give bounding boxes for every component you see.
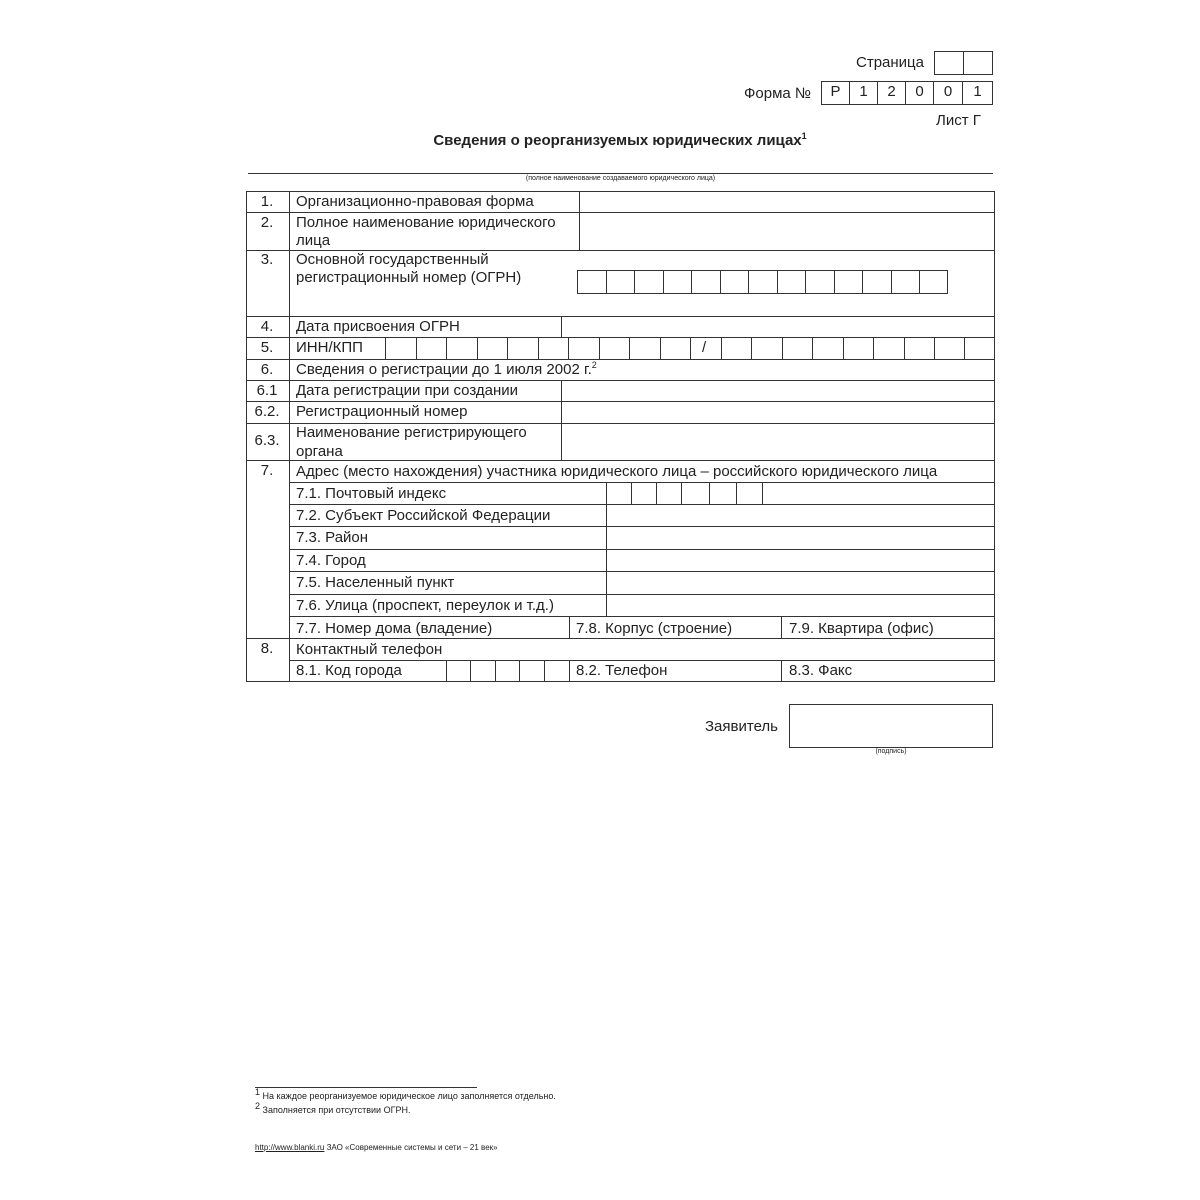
page-number-cell-1[interactable] — [934, 51, 964, 75]
row-label: 7.7. Номер дома (владение) — [296, 620, 493, 637]
row-number: 1. — [260, 193, 274, 210]
row-label: органа — [296, 443, 343, 460]
ogrn-digit-cell[interactable] — [891, 270, 921, 294]
form-code-cell: 0 — [933, 81, 963, 105]
column-divider — [781, 660, 782, 682]
row-label: Наименование регистрирующего — [296, 424, 527, 441]
ogrn-digit-cell[interactable] — [862, 270, 892, 294]
row-number: 5. — [260, 339, 274, 356]
row-label: Контактный телефон — [296, 641, 443, 658]
inn-kpp-separator: / — [702, 339, 707, 356]
row-label: 7.3. Район — [296, 529, 369, 546]
ogrn-digit-cell[interactable] — [663, 270, 693, 294]
row-number: 6. — [260, 361, 274, 378]
row-label: Организационно-правовая форма — [296, 193, 534, 210]
full-name-field[interactable] — [580, 213, 994, 249]
registering-authority-field[interactable] — [562, 424, 994, 460]
row-label: Основной государственный — [296, 251, 489, 268]
form-code-cell: 2 — [877, 81, 906, 105]
settlement-field[interactable] — [607, 572, 994, 594]
row-line — [289, 660, 995, 661]
ogrn-digit-cell[interactable] — [919, 270, 948, 294]
footnote-1: $^1$ На каждое реорганизуемое юридическое лицо заполняется отдельно. — [255, 1087, 556, 1101]
ogrn-digit-cell[interactable] — [691, 270, 721, 294]
row-number: 8. — [260, 640, 274, 657]
row-label: 7.9. Квартира (офис) — [789, 620, 934, 637]
form-title: Сведения о реорганизуемых юридических лицах$^1$ — [433, 131, 807, 149]
row-number: 7. — [260, 462, 274, 479]
row-label: 8.1. Код города — [296, 662, 402, 679]
row-label: Полное наименование юридического — [296, 214, 556, 231]
form-code-cell: 0 — [905, 81, 934, 105]
form-code-cell: Р — [821, 81, 850, 105]
ogrn-digit-cell[interactable] — [606, 270, 636, 294]
form-number-label: Форма № — [744, 85, 812, 102]
applicant-label: Заявитель — [705, 718, 778, 735]
row-number: 6.2. — [254, 403, 280, 420]
ogrn-digit-cell[interactable] — [748, 270, 778, 294]
row-label: 7.1. Почтовый индекс — [296, 485, 447, 502]
district-field[interactable] — [607, 527, 994, 549]
legal-form-field[interactable] — [580, 192, 994, 212]
column-divider — [781, 616, 782, 638]
ogrn-digit-cell[interactable] — [720, 270, 750, 294]
postal-index-field[interactable] — [607, 483, 763, 504]
page-number-cell-2[interactable] — [963, 51, 993, 75]
ogrn-digit-cell[interactable] — [777, 270, 807, 294]
row-label: Дата регистрации при создании — [296, 382, 519, 399]
footer-link[interactable]: http://www.blanki.ru — [255, 1143, 325, 1152]
row-label: Адрес (место нахождения) участника юридического лица – российского юридического лица — [296, 463, 938, 480]
column-divider — [569, 616, 570, 638]
row-number: 3. — [260, 251, 274, 268]
row-number: 6.3. — [254, 432, 280, 449]
signature-box[interactable] — [789, 704, 993, 748]
row-number: 4. — [260, 318, 274, 335]
row-label: 7.2. Субъект Российской Федерации — [296, 507, 551, 524]
row-line — [246, 359, 995, 360]
ogrn-cells[interactable] — [577, 270, 948, 294]
ogrn-date-field[interactable] — [562, 317, 994, 337]
table-divider — [289, 191, 290, 682]
row-label: 7.5. Населенный пункт — [296, 574, 455, 591]
row-label: 8.3. Факс — [789, 662, 853, 679]
page-label: Страница — [856, 54, 924, 71]
footnote-rule — [255, 1087, 477, 1088]
street-field[interactable] — [607, 595, 994, 616]
signature-caption: (подпись) — [875, 748, 907, 755]
row-label: ИНН/КПП — [296, 339, 363, 356]
city-field[interactable] — [607, 550, 994, 571]
inn-kpp-field[interactable] — [386, 338, 994, 359]
footnote-2: $^2$ Заполняется при отсутствии ОГРН. — [255, 1101, 411, 1115]
ogrn-digit-cell[interactable] — [577, 270, 607, 294]
form-code-cell: 1 — [962, 81, 993, 105]
row-label: лица — [296, 232, 331, 249]
row-number: 6.1 — [256, 382, 278, 399]
row-number: 2. — [260, 214, 274, 231]
row-label: 7.8. Корпус (строение) — [576, 620, 733, 637]
entity-name-line[interactable] — [248, 173, 993, 174]
row-label: регистрационный номер (ОГРН) — [296, 269, 522, 286]
form-code-cell: 1 — [849, 81, 878, 105]
row-label: 7.4. Город — [296, 552, 366, 569]
column-divider — [569, 660, 570, 682]
row-line — [289, 616, 995, 617]
registration-date-field[interactable] — [562, 381, 994, 401]
row-label: Сведения о регистрации до 1 июля 2002 г.$^2$ — [296, 360, 597, 378]
registration-number-field[interactable] — [562, 402, 994, 423]
footer: http://www.blanki.ru ЗАО «Современные системы и сети – 21 век» — [255, 1143, 498, 1152]
ogrn-digit-cell[interactable] — [805, 270, 835, 294]
ogrn-digit-cell[interactable] — [834, 270, 864, 294]
city-code-field[interactable] — [447, 661, 569, 682]
row-label: 7.6. Улица (проспект, переулок и т.д.) — [296, 597, 554, 614]
row-line — [246, 638, 995, 639]
ogrn-digit-cell[interactable] — [634, 270, 664, 294]
row-label: Регистрационный номер — [296, 403, 468, 420]
row-label: 8.2. Телефон — [576, 662, 668, 679]
row-label: Дата присвоения ОГРН — [296, 318, 460, 335]
region-field[interactable] — [607, 505, 994, 526]
sheet-label: Лист Г — [936, 112, 981, 129]
entity-name-caption: (полное наименование создаваемого юридического лица) — [525, 175, 716, 182]
row-line — [246, 460, 995, 461]
